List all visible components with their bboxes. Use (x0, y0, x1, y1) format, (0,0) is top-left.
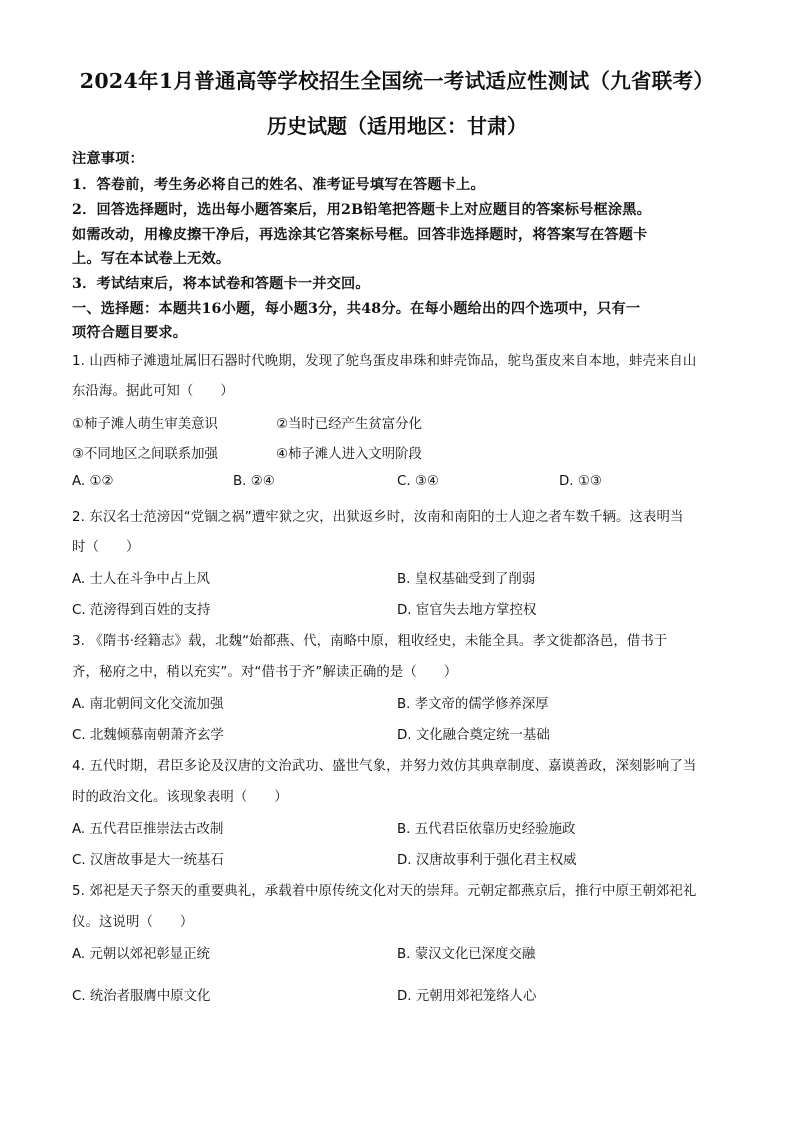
notice-line: 1．答卷前，考生务必将自己的姓名、准考证号填写在答题卡上。 (72, 177, 485, 193)
question-4-option-b: B. 五代君臣依靠历史经验施政 (397, 822, 576, 837)
notice-heading: 注意事项： (72, 151, 144, 167)
question-1-statement: ④柿子滩人进入文明阶段 (276, 447, 422, 462)
question-5-stem: 仪。这说明（ ） (72, 915, 194, 930)
question-5-option-c: C. 统治者服膺中原文化 (72, 989, 211, 1004)
question-2-stem: 时（ ） (72, 540, 140, 555)
question-4-option-c: C. 汉唐故事是大一统基石 (72, 853, 224, 868)
question-3-stem: 齐，秘府之中，稍以充实”。对“借书于齐”解读正确的是（ ） (72, 665, 458, 680)
question-2-option-b: B. 皇权基础受到了削弱 (397, 572, 536, 587)
question-1-option-c: C. ③④ (397, 474, 439, 489)
question-3-stem: 3. 《隋书·经籍志》载，北魏“始都燕、代，南略中原，粗收经史，未能全具。孝文徙都洛邑，借书于 (72, 634, 668, 649)
question-2-option-a: A. 士人在斗争中占上风 (72, 572, 210, 587)
question-4-option-d: D. 汉唐故事利于强化君主权威 (397, 853, 577, 868)
question-5-option-d: D. 元朝用郊祀笼络人心 (397, 989, 537, 1004)
question-3-option-c: C. 北魏倾慕南朝萧齐玄学 (72, 728, 224, 743)
question-2-stem: 2. 东汉名士范滂因“党锢之祸”遭牢狱之灾，出狱返乡时，汝南和南阳的士人迎之者车数千辆。这表明当 (72, 510, 684, 525)
question-1-option-d: D. ①③ (559, 474, 602, 489)
question-1-stem: 1. 山西柿子滩遗址属旧石器时代晚期，发现了鸵鸟蛋皮串珠和蚌壳饰品，鸵鸟蛋皮来自本地，蚌壳来自山 (72, 354, 697, 369)
question-1-option-b: B. ②④ (233, 474, 275, 489)
exam-subtitle: 历史试题（适用地区：甘肃） (267, 114, 527, 138)
notice-line: 2．回答选择题时，选出每小题答案后，用2B铅笔把答题卡上对应题目的答案标号框涂黑。 (72, 202, 652, 218)
question-4-stem: 4. 五代时期，君臣多论及汉唐的文治武功、盛世气象，并努力效仿其典章制度、嘉谟善政，深刻影响了当 (72, 759, 697, 774)
question-3-option-b: B. 孝文帝的儒学修养深厚 (397, 697, 549, 712)
question-2-option-d: D. 宦官失去地方掌控权 (397, 603, 537, 618)
question-5-option-a: A. 元朝以郊祀彰显正统 (72, 947, 210, 962)
question-3-option-d: D. 文化融合奠定统一基础 (397, 728, 550, 743)
question-5-option-b: B. 蒙汉文化已深度交融 (397, 947, 536, 962)
notice-line: 如需改动，用橡皮擦干净后，再选涂其它答案标号框。回答非选择题时，将答案写在答题卡 (72, 227, 648, 243)
section-instructions: 一、选择题：本题共16小题，每小题3分，共48分。在每小题给出的四个选项中，只有一 (72, 301, 641, 317)
question-1-statement: ②当时已经产生贫富分化 (276, 417, 422, 432)
question-1-option-a: A. ①② (72, 474, 114, 489)
question-5-stem: 5. 郊祀是天子祭天的重要典礼，承载着中原传统文化对天的崇拜。元朝定都燕京后，推行中原王朝郊祀礼 (72, 884, 697, 899)
question-3-option-a: A. 南北朝间文化交流加强 (72, 697, 224, 712)
exam-title: 2024年1月普通高等学校招生全国统一考试适应性测试（九省联考） (79, 69, 715, 93)
question-1-statement: ①柿子滩人萌生审美意识 (72, 417, 218, 432)
notice-line: 上。写在本试卷上无效。 (72, 251, 231, 267)
question-1-statement: ③不同地区之间联系加强 (72, 447, 218, 462)
section-instructions: 项符合题目要求。 (72, 325, 188, 341)
question-1-stem: 东沿海。据此可知（ ） (72, 384, 234, 399)
question-4-stem: 时的政治文化。该现象表明（ ） (72, 790, 288, 805)
notice-line: 3．考试结束后，将本试卷和答题卡一并交回。 (72, 276, 370, 292)
question-2-option-c: C. 范滂得到百姓的支持 (72, 603, 211, 618)
question-4-option-a: A. 五代君臣推崇法古改制 (72, 822, 224, 837)
